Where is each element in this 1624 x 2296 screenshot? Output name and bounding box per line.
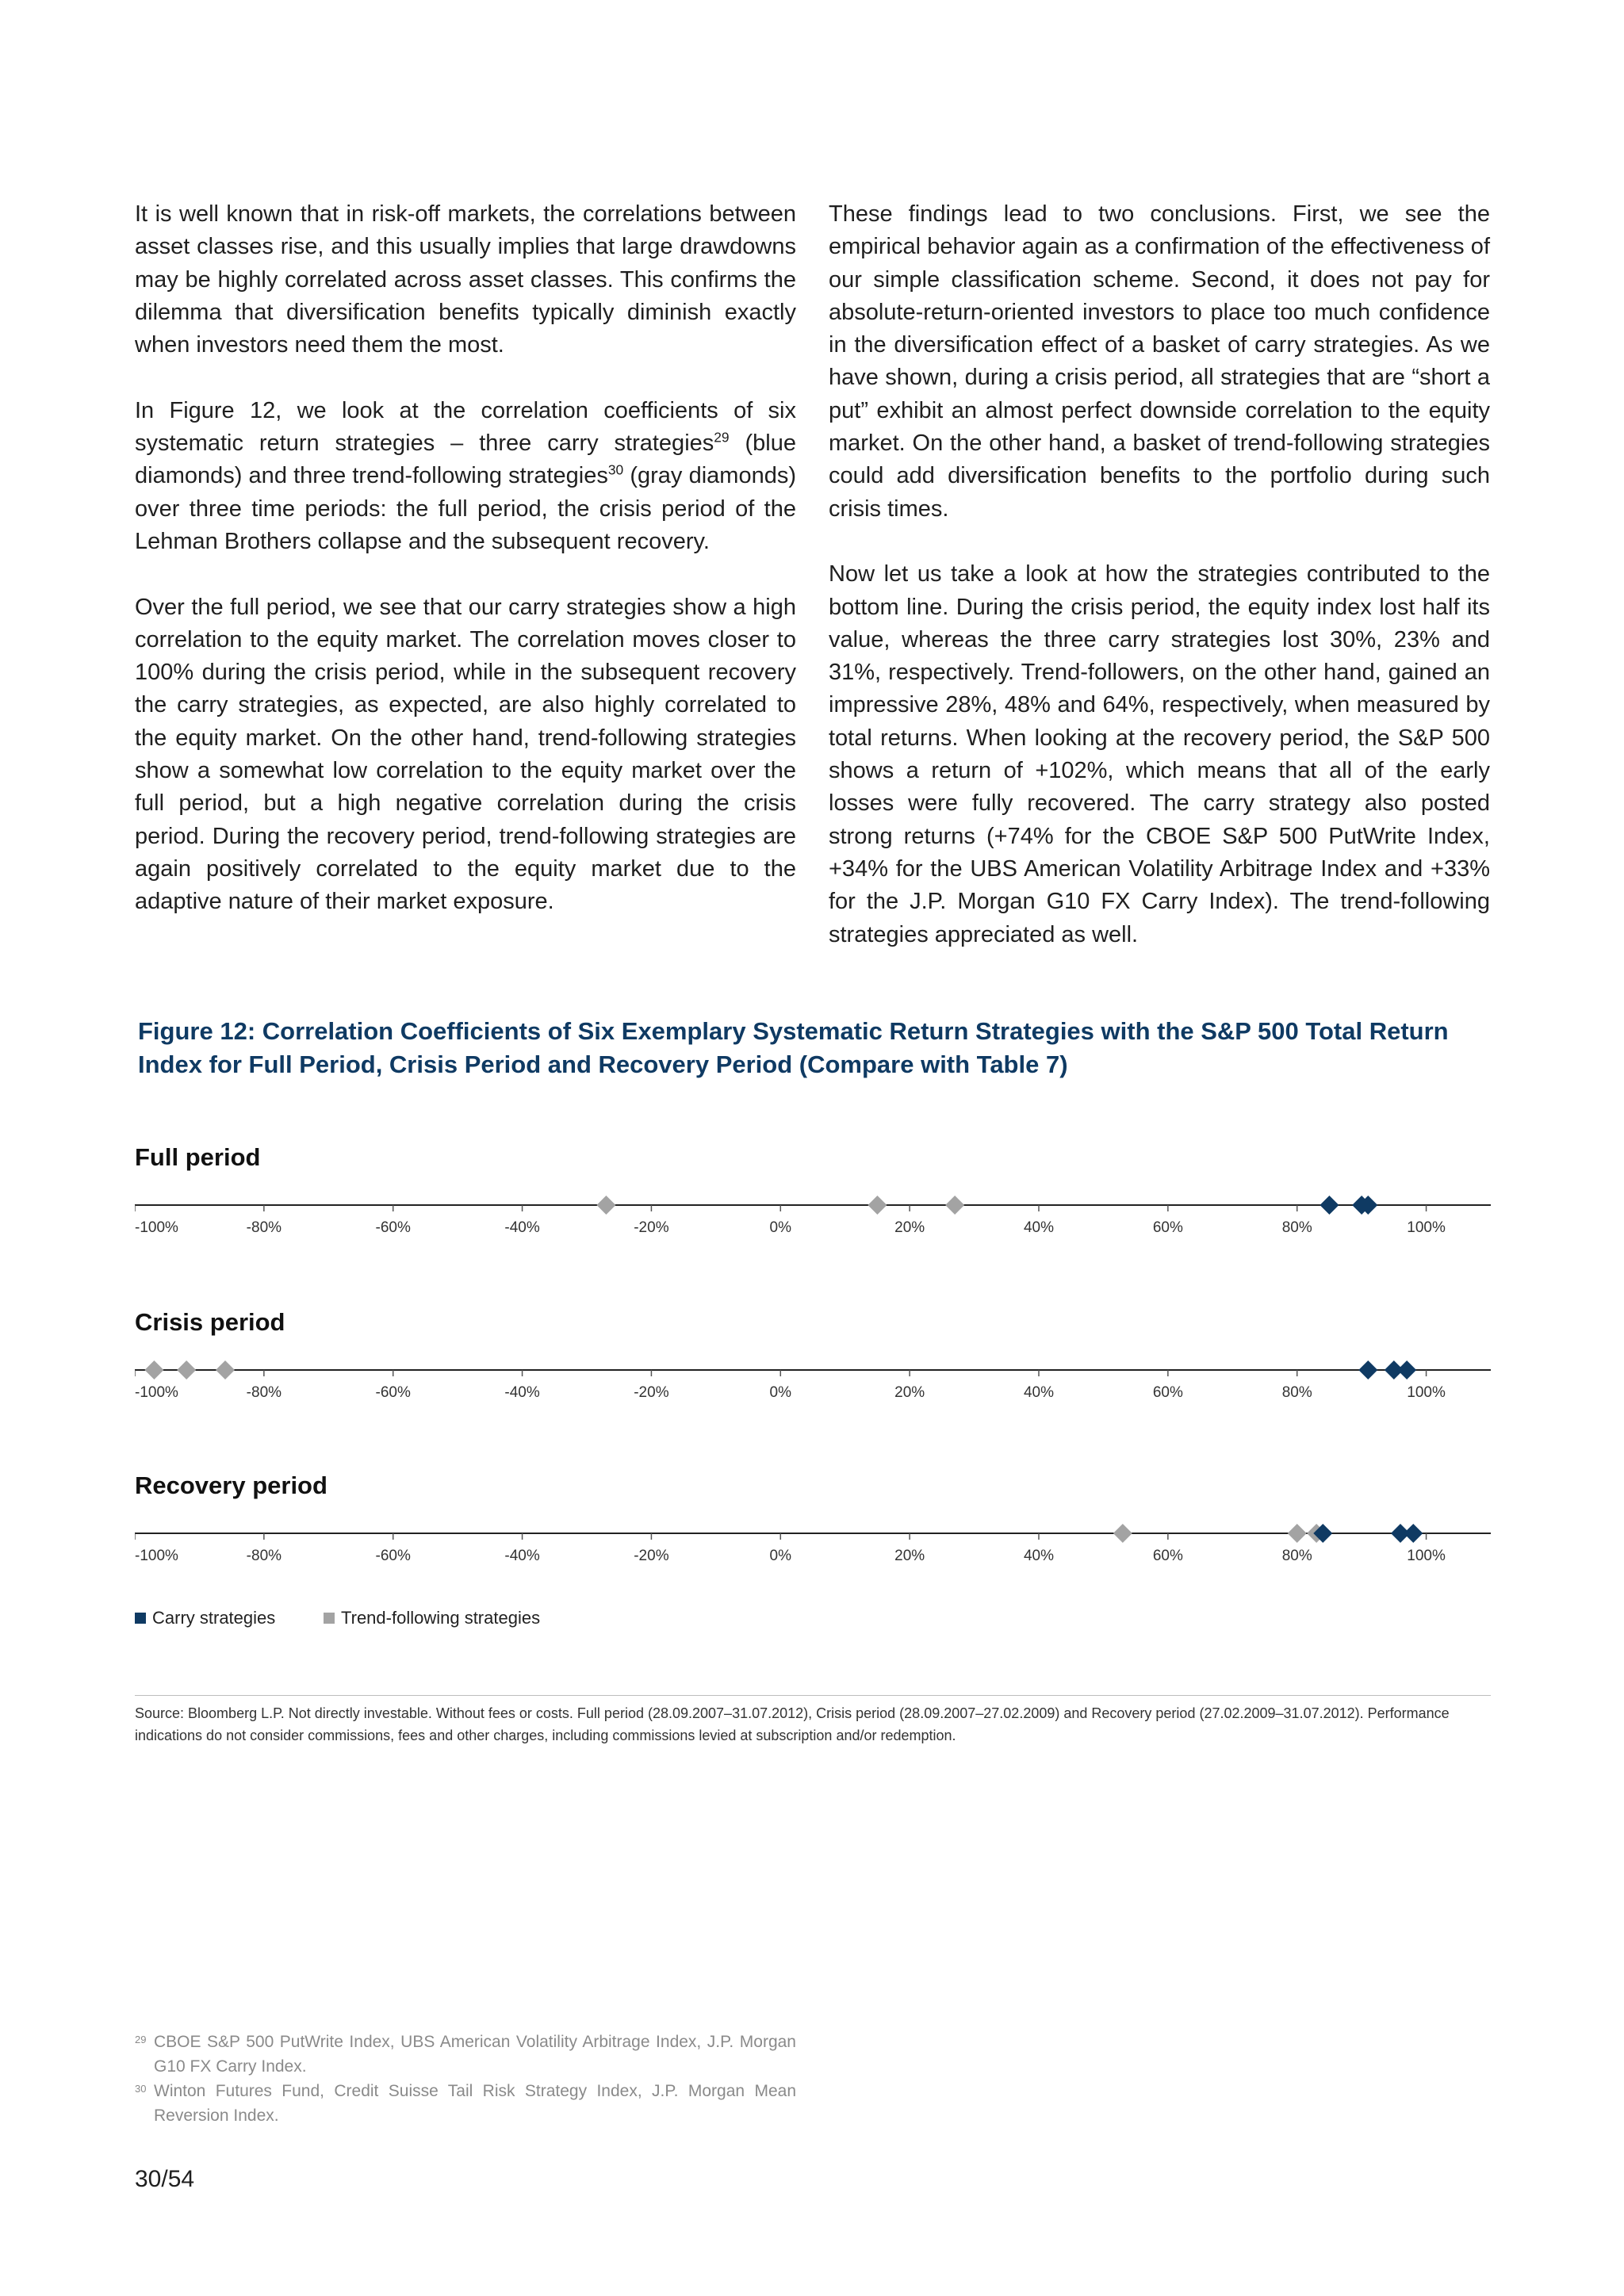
crisis-period-tick-label-1: -80% bbox=[246, 1384, 282, 1401]
crisis-period-tick-label-10: 100% bbox=[1407, 1384, 1446, 1401]
crisis-period-label: Crisis period bbox=[135, 1308, 285, 1336]
footnote-29-number: 29 bbox=[135, 2034, 147, 2045]
footnote-30 bbox=[135, 2079, 796, 2128]
recovery-period-tick-label-9: 80% bbox=[1281, 1548, 1312, 1564]
correlation-chart bbox=[135, 1142, 1491, 1653]
footnote-29-text: CBOE S&P 500 PutWrite Index, UBS American Volatility Arbitrage Index, J.P. Morgan G10 FX Carry Index. bbox=[154, 2033, 796, 2076]
left-paragraph-2-part-a: In Figure 12, we look at the correlation coefficients of six systematic return strategies – three carry strategies bbox=[135, 397, 796, 457]
recovery-period-tick-label-5: 0% bbox=[769, 1548, 792, 1564]
full-period-tick-label-8: 60% bbox=[1152, 1219, 1183, 1236]
recovery-period-carry-point-3 bbox=[1404, 1524, 1423, 1543]
full-period-tick-label-9: 80% bbox=[1281, 1219, 1312, 1236]
recovery-period-label: Recovery period bbox=[135, 1471, 327, 1499]
full-period-tick-label-1: -80% bbox=[246, 1219, 282, 1236]
recovery-period-trend-point-2 bbox=[1288, 1524, 1307, 1543]
legend-trend-label: Trend-following strategies bbox=[341, 1608, 541, 1628]
crisis-period-tick-label-3: -40% bbox=[504, 1384, 540, 1401]
right-column bbox=[829, 198, 1490, 984]
page-number: 30/54 bbox=[135, 2166, 195, 2192]
full-period-tick-label-5: 0% bbox=[769, 1219, 792, 1236]
full-period-trend-point-2 bbox=[868, 1196, 887, 1215]
correlation-chart-svg bbox=[135, 1142, 1491, 1649]
crisis-period-tick-label-5: 0% bbox=[769, 1384, 792, 1401]
recovery-period-tick-label-7: 40% bbox=[1023, 1548, 1055, 1564]
footnotes bbox=[135, 2030, 796, 2128]
figure-title: Figure 12: Correlation Coefficients of Six Exemplary Systematic Return Strategies with the S&P 500 Total Return Index for Full Period, Crisis Period and Recovery Period (Compare with Table 7) bbox=[138, 1017, 1449, 1078]
crisis-period-trend-point-3 bbox=[216, 1360, 235, 1380]
full-period-trend-point-1 bbox=[596, 1196, 615, 1215]
left-column bbox=[135, 198, 796, 951]
recovery-period-tick-label-6: 20% bbox=[894, 1548, 925, 1564]
recovery-period-tick-label-10: 100% bbox=[1407, 1548, 1446, 1564]
footnote-ref-29[interactable]: 29 bbox=[714, 429, 730, 446]
full-period-tick-label-6: 20% bbox=[894, 1219, 925, 1236]
full-period-carry-point-1 bbox=[1320, 1196, 1339, 1215]
legend-carry-swatch bbox=[135, 1613, 146, 1624]
full-period-tick-label-7: 40% bbox=[1023, 1219, 1055, 1236]
crisis-period-tick-label-7: 40% bbox=[1023, 1384, 1055, 1401]
recovery-period-tick-label-1: -80% bbox=[246, 1548, 282, 1564]
crisis-period-tick-label-0: -100% bbox=[135, 1384, 178, 1401]
recovery-period-trend-point-1 bbox=[1113, 1524, 1132, 1543]
footnote-30-number: 30 bbox=[135, 2083, 147, 2095]
full-period-tick-label-3: -40% bbox=[504, 1219, 540, 1236]
full-period-tick-label-4: -20% bbox=[634, 1219, 669, 1236]
left-paragraph-1: It is well known that in risk-off markets, the correlations between asset classes rise, and this usually implies that large drawdowns may be highly correlated across asset classes. This confirms the dilemma that diversification benefits typically diminish exactly when investors need them the most. bbox=[135, 201, 796, 358]
footnote-ref-30[interactable]: 30 bbox=[607, 461, 624, 478]
full-period-label: Full period bbox=[135, 1143, 261, 1171]
left-paragraph-2-part-b: (blue diamonds) and three trend-following strategies bbox=[135, 430, 796, 489]
left-paragraph-3: Over the full period, we see that our carry strategies show a high correlation to the equity market. The correlation moves closer to 100% during the crisis period, while in the subsequent recovery the carry strategies, as expected, are also highly correlated to the equity market. On the other hand, trend-following strategies show a somewhat low correlation to the equity market over the full period, but a high negative correlation during the crisis period. During the recovery period, trend-following strategies are again positively correlated to the equity market due to the adaptive nature of their market exposure. bbox=[135, 594, 796, 915]
recovery-period-tick-label-4: -20% bbox=[634, 1548, 669, 1564]
footnote-30-text: Winton Futures Fund, Credit Suisse Tail Risk Strategy Index, J.P. Morgan Mean Reversion Index. bbox=[154, 2082, 796, 2125]
crisis-period-carry-point-3 bbox=[1397, 1360, 1416, 1380]
crisis-period-carry-point-1 bbox=[1358, 1360, 1377, 1380]
crisis-period-tick-label-6: 20% bbox=[894, 1384, 925, 1401]
left-paragraph-2-part-c: (gray diamonds) over three time periods: the full period, the crisis period of the Lehman Brothers collapse and the subsequent recovery. bbox=[135, 463, 796, 554]
full-period-trend-point-3 bbox=[945, 1196, 964, 1215]
recovery-period-tick-label-0: -100% bbox=[135, 1548, 178, 1564]
footnote-29 bbox=[135, 2030, 796, 2079]
full-period-tick-label-2: -60% bbox=[375, 1219, 411, 1236]
figure-source-note: Source: Bloomberg L.P. Not directly investable. Without fees or costs. Full period (28.09.2007–31.07.2012), Crisis period (28.09.2007–27.02.2009) and Recovery period (27.02.2009–31.07.2012). Performance indications do not consider commissions, fees and other charges, including commissions levied at subscription and/or redemption. bbox=[135, 1695, 1491, 1747]
crisis-period-trend-point-1 bbox=[144, 1360, 163, 1380]
left-paragraph-2 bbox=[135, 395, 796, 558]
right-paragraph-2: Now let us take a look at how the strategies contributed to the bottom line. During the crisis period, the equity index lost half its value, whereas the three carry strategies lost 30%, 23% and 31%, respectively. Trend-followers, on the other hand, gained an impressive 28%, 48% and 64%, respectively, when measured by total returns. When looking at the recovery period, the S&P 500 shows a return of +102%, which means that all of the early losses were fully recovered. The carry strategy also posted strong returns (+74% for the CBOE S&P 500 PutWrite Index, +34% for the UBS American Volatility Arbitrage Index and +33% for the J.P. Morgan G10 FX Carry Index). The trend-following strategies appreciated as well. bbox=[829, 561, 1490, 947]
recovery-period-tick-label-2: -60% bbox=[375, 1548, 411, 1564]
recovery-period-tick-label-3: -40% bbox=[504, 1548, 540, 1564]
legend-trend-swatch bbox=[324, 1613, 335, 1624]
right-paragraph-1: These findings lead to two conclusions. First, we see the empirical behavior again as a confirmation of the effectiveness of our simple classification scheme. Second, it does not pay for absolute-return-oriented investors to place too much confidence in the diversification effect of a basket of carry strategies. As we have shown, during a crisis period, all strategies that are “short a put” exhibit an almost perfect downside correlation to the equity market. On the other hand, a basket of trend-following strategies could add diversification benefits to the portfolio during such crisis times. bbox=[829, 201, 1490, 522]
crisis-period-tick-label-8: 60% bbox=[1152, 1384, 1183, 1401]
crisis-period-tick-label-4: -20% bbox=[634, 1384, 669, 1401]
full-period-tick-label-10: 100% bbox=[1407, 1219, 1446, 1236]
legend-carry-label: Carry strategies bbox=[152, 1608, 276, 1628]
crisis-period-tick-label-2: -60% bbox=[375, 1384, 411, 1401]
recovery-period-tick-label-8: 60% bbox=[1152, 1548, 1183, 1564]
crisis-period-trend-point-2 bbox=[177, 1360, 196, 1380]
full-period-tick-label-0: -100% bbox=[135, 1219, 178, 1236]
crisis-period-tick-label-9: 80% bbox=[1281, 1384, 1312, 1401]
